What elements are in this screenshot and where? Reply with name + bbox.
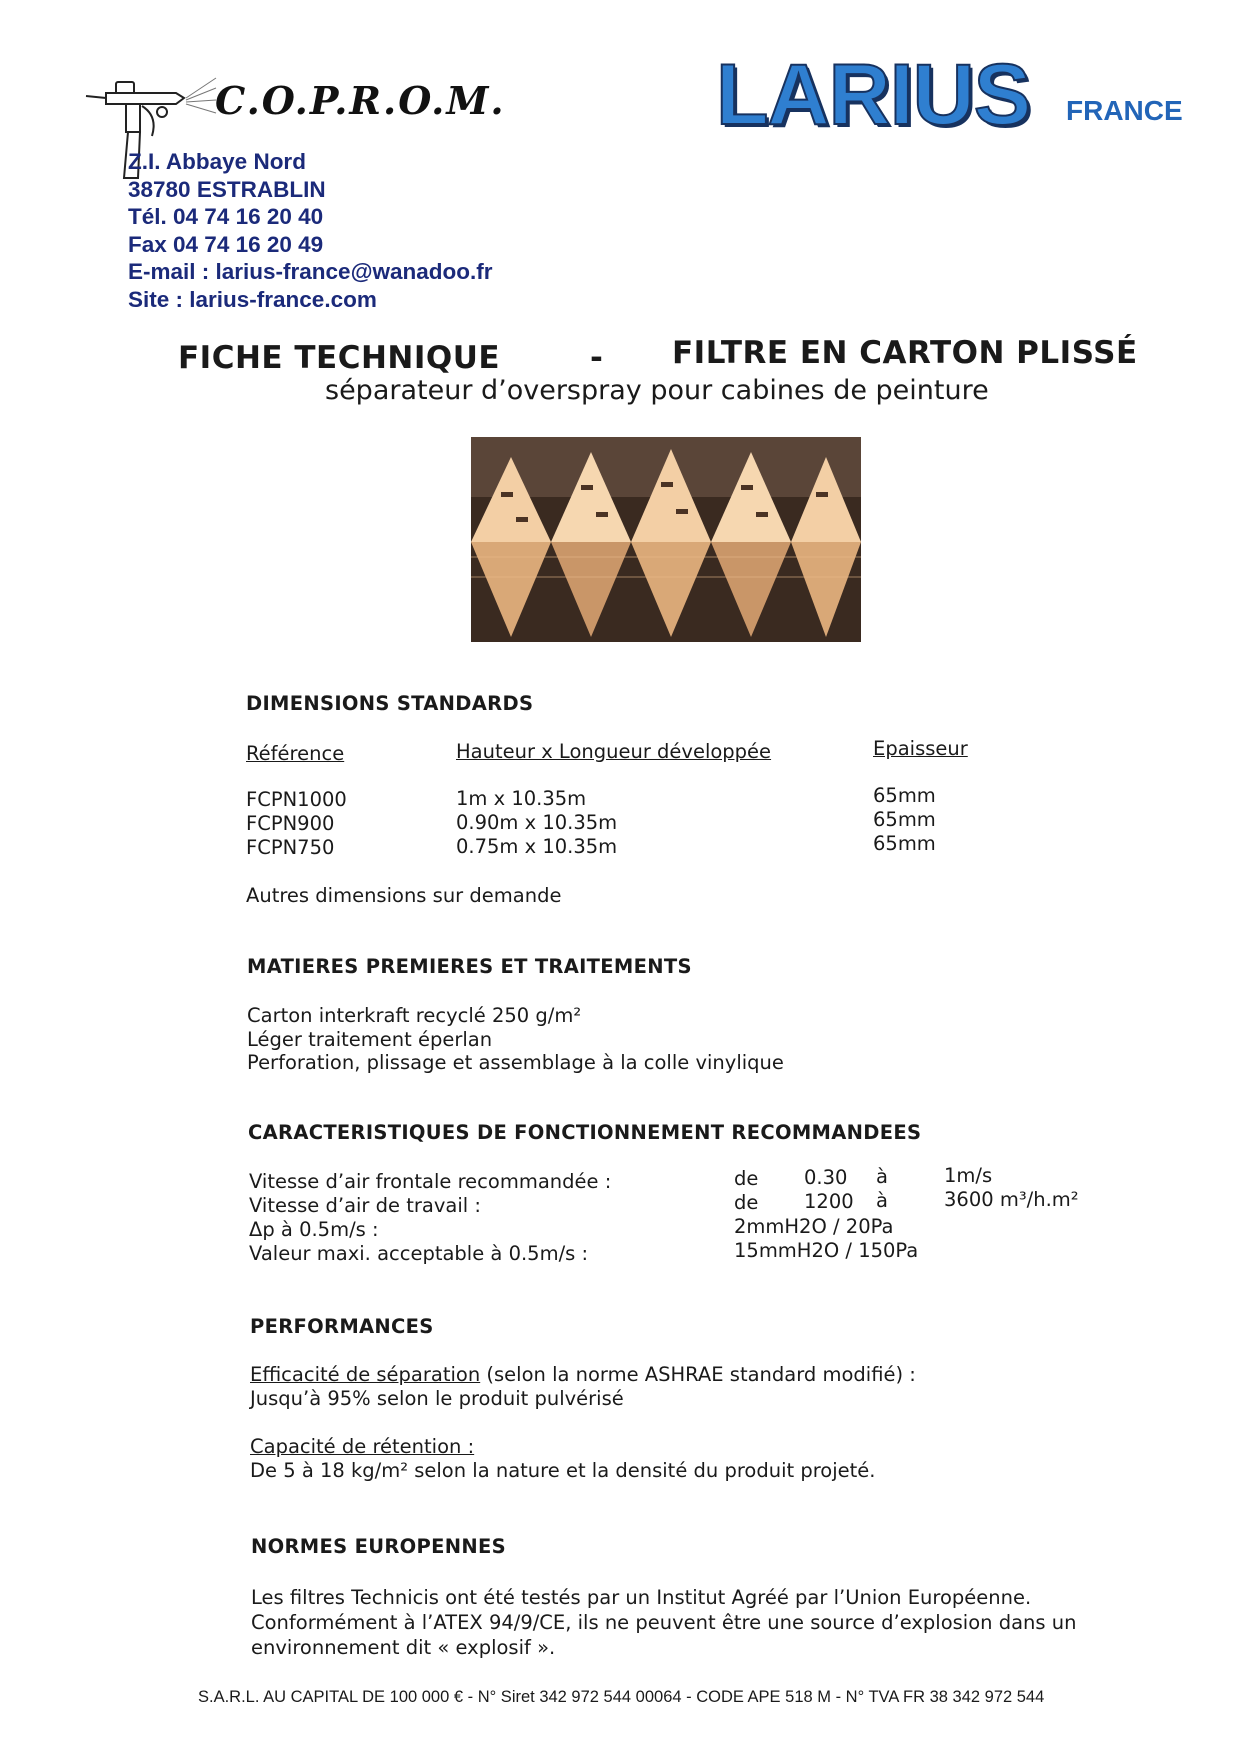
table-cell-dimensions: 0.75m x 10.35m	[456, 835, 618, 858]
table-cell-reference: FCPN1000	[246, 788, 347, 811]
section-heading-performances: PERFORMANCES	[250, 1315, 434, 1338]
efficiency-label: Efficacité de séparation	[250, 1363, 481, 1386]
table-cell-dimensions: 0.90m x 10.35m	[456, 811, 618, 834]
column-header-reference: Référence	[246, 742, 345, 765]
retention-value: De 5 à 18 kg/m² selon la nature et la densité du produit projeté.	[250, 1459, 876, 1482]
table-cell-thickness: 65mm	[873, 808, 936, 831]
address-line-2: 38780 ESTRABLIN	[128, 176, 326, 202]
spec-value: 2mmH2O / 20Pa	[734, 1215, 894, 1238]
spec-value-max: 1m/s	[944, 1164, 993, 1187]
norms-line: Conformément à l’ATEX 94/9/CE, ils ne peuvent être une source d’explosion dans un	[251, 1611, 1077, 1634]
table-cell-thickness: 65mm	[873, 784, 936, 807]
efficiency-line	[250, 1363, 916, 1386]
materials-line: Perforation, plissage et assemblage à la colle vinylique	[247, 1051, 784, 1074]
fax-number: Fax 04 74 16 20 49	[128, 231, 324, 257]
page-title: FICHE TECHNIQUE	[178, 340, 501, 376]
contact-block	[128, 148, 493, 313]
efficiency-suffix: (selon la norme ASHRAE standard modifié) :	[480, 1363, 916, 1386]
table-cell-reference: FCPN750	[246, 836, 335, 859]
title-separator: -	[590, 340, 603, 376]
address-line-1: Z.I. Abbaye Nord	[128, 149, 306, 174]
product-title: FILTRE EN CARTON PLISSÉ	[672, 335, 1138, 371]
section-heading-operation: CARACTERISTIQUES DE FONCTIONNEMENT RECOMMANDEES	[248, 1121, 922, 1144]
spec-value-min: 0.30	[804, 1166, 848, 1189]
column-header-thickness: Epaisseur	[873, 737, 968, 760]
larius-logo-suffix: FRANCE	[1066, 95, 1183, 126]
spec-label: Vitesse d’air de travail :	[249, 1194, 481, 1217]
dimensions-note: Autres dimensions sur demande	[246, 884, 562, 907]
larius-logo: LARIUS	[716, 47, 1031, 143]
materials-line: Léger traitement éperlan	[247, 1028, 493, 1051]
legal-footer: S.A.R.L. AU CAPITAL DE 100 000 € - N° Siret 342 972 544 00064 - CODE APE 518 M - N° TVA FR 38 342 972 544	[198, 1688, 1045, 1706]
spec-to: à	[876, 1189, 888, 1212]
spec-from: de	[734, 1191, 759, 1214]
spec-to: à	[876, 1165, 888, 1188]
product-photo	[471, 437, 861, 642]
section-heading-materials: MATIERES PREMIERES ET TRAITEMENTS	[247, 955, 692, 978]
company-logo-text: C.O.P.R.O.M.	[215, 78, 506, 123]
efficiency-value: Jusqu’à 95% selon le produit pulvérisé	[250, 1387, 624, 1410]
email-address: E-mail : larius-france@wanadoo.fr	[128, 259, 493, 284]
spec-label: Δp à 0.5m/s :	[249, 1218, 379, 1241]
spec-value-max: 3600 m³/h.m²	[944, 1188, 1079, 1211]
materials-line: Carton interkraft recyclé 250 g/m²	[247, 1004, 582, 1027]
table-cell-reference: FCPN900	[246, 812, 335, 835]
spec-value-min: 1200	[804, 1190, 854, 1213]
phone-number: Tél. 04 74 16 20 40	[128, 204, 324, 229]
norms-line: Les filtres Technicis ont été testés par un Institut Agréé par l’Union Européenne.	[251, 1586, 1032, 1609]
column-header-dimensions: Hauteur x Longueur développée	[456, 740, 772, 763]
page-subtitle: séparateur d’overspray pour cabines de peinture	[325, 375, 989, 406]
section-heading-norms: NORMES EUROPENNES	[251, 1535, 506, 1558]
website: Site : larius-france.com	[128, 286, 377, 312]
table-cell-dimensions: 1m x 10.35m	[456, 787, 587, 810]
section-heading-dimensions: DIMENSIONS STANDARDS	[246, 692, 534, 715]
spec-from: de	[734, 1167, 759, 1190]
spec-value: 15mmH2O / 150Pa	[734, 1239, 919, 1262]
spec-label: Vitesse d’air frontale recommandée :	[249, 1170, 612, 1193]
table-cell-thickness: 65mm	[873, 832, 936, 855]
norms-line: environnement dit « explosif ».	[251, 1636, 556, 1659]
spec-label: Valeur maxi. acceptable à 0.5m/s :	[249, 1242, 589, 1265]
retention-label: Capacité de rétention :	[250, 1435, 475, 1458]
spray-mist-icon	[186, 78, 216, 113]
